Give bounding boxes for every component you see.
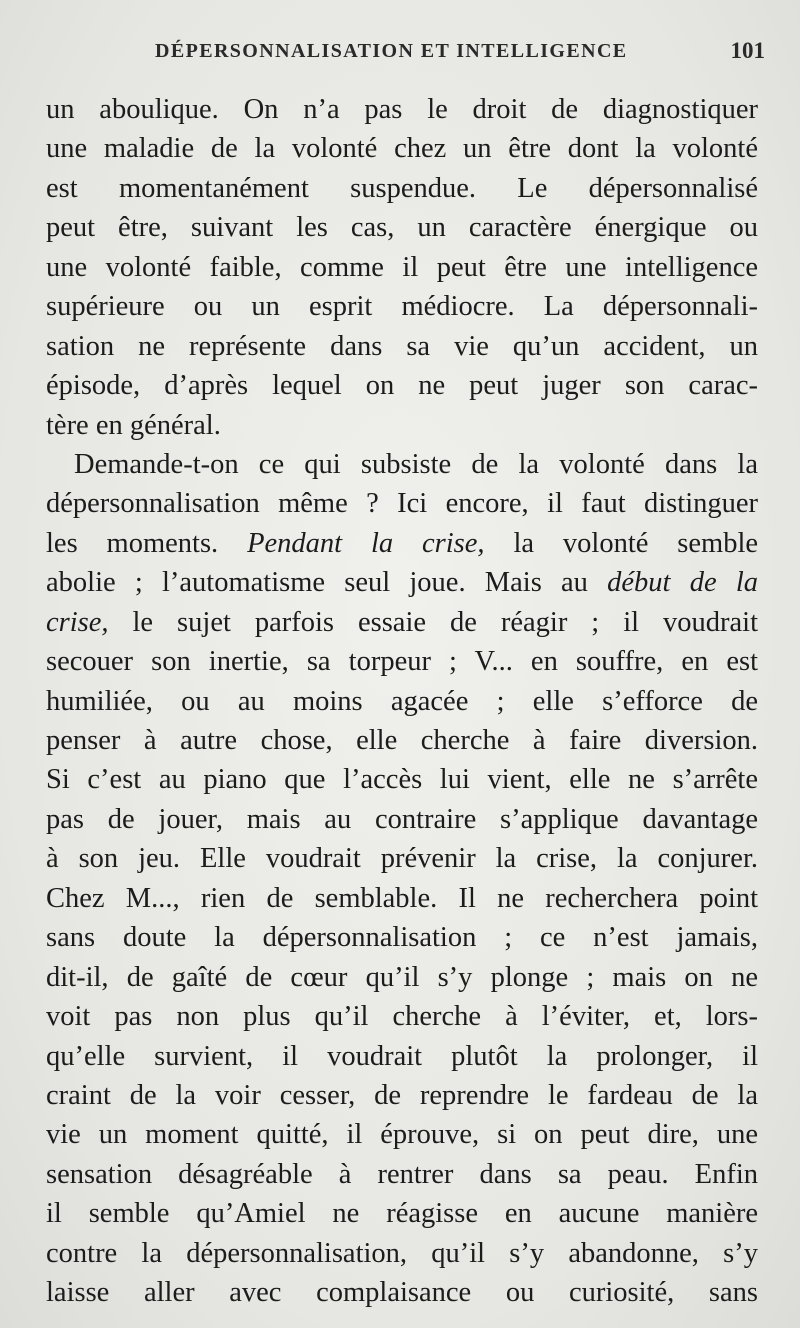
text-run: à son jeu. Elle voudrait prévenir la crise, la conjurer. [46,843,758,875]
text-line [46,958,758,997]
text-run: Demande-t-on ce qui subsiste de la volonté dans la [74,448,758,480]
text-line [46,1037,758,1076]
text-line [46,248,758,287]
text-line [46,563,758,602]
text-line [46,129,758,168]
running-head-title: DÉPERSONNALISATION ET INTELLIGENCE [155,40,628,62]
page-number: 101 [730,38,765,63]
text-run: pas de jouer, mais au contraire s’applique davantage [46,803,758,835]
text-run: il semble qu’Amiel ne réagisse en aucune manière [46,1198,758,1230]
text-line [46,1234,758,1273]
text-line [46,406,758,445]
text-run: qu’elle survient, il voudrait plutôt la prolonger, il [46,1040,758,1072]
text-line [46,524,758,563]
text-run: une maladie de la volonté chez un être dont la volonté [46,133,758,165]
text-line [46,366,758,405]
text-run: la volonté semble [484,527,759,559]
text-line [46,484,758,523]
text-line [46,445,758,484]
text-run: craint de la voir cesser, de reprendre le fardeau de la [46,1079,758,1111]
text-run: voit pas non plus qu’il cherche à l’éviter, et, lors- [46,1001,758,1033]
text-line [46,169,758,208]
text-run: supérieure ou un esprit médiocre. La dépersonnali- [46,291,758,323]
text-run: est momentanément suspendue. Le dépersonnalisé [46,172,758,204]
text-line [46,287,758,326]
text-run: abolie ; l’automatisme seul joue. Mais au [46,567,608,599]
italic-text: crise, [46,606,109,638]
text-run: épisode, d’après lequel on ne peut juger son carac- [46,370,758,402]
text-run: penser à autre chose, elle cherche à faire diversion. [46,725,758,756]
text-line [46,682,758,721]
text-run: sans doute la dépersonnalisation ; ce n’est jamais, [46,922,758,954]
text-run: dit-il, de gaîté de cœur qu’il s’y plonge ; mais on ne [46,961,758,993]
text-line [46,208,758,247]
text-line [46,879,758,918]
text-run: secouer son inertie, sa torpeur ; V... en souffre, en est [46,646,758,678]
text-line [46,721,758,760]
text-line [46,642,758,681]
italic-text: début de la [607,567,758,599]
text-line [46,760,758,799]
text-run: dépersonnalisation même ? Ici encore, il faut distinguer [46,488,758,520]
text-run: peut être, suivant les cas, un caractère énergique ou [46,212,758,244]
text-run: Si c’est au piano que l’accès lui vient, elle ne s’arrête [46,764,758,796]
text-run: tère en général. [46,409,221,441]
text-run: les moments. [46,527,248,559]
text-run: laisse aller avec complaisance ou curiosité, sans [46,1277,758,1309]
text-line [46,1076,758,1115]
text-run: humiliée, ou au moins agacée ; elle s’efforce de [46,685,758,717]
text-line [46,839,758,878]
text-run: un aboulique. On n’a pas le droit de diagnostiquer [46,94,758,125]
text-line [46,1273,758,1312]
text-line [46,1155,758,1194]
text-line [46,997,758,1036]
text-run: sation ne représente dans sa vie qu’un accident, un [46,330,758,362]
running-head [60,40,765,70]
text-line [46,1115,758,1154]
text-line [46,918,758,957]
text-line [46,1194,758,1233]
text-line [46,327,758,366]
text-run: contre la dépersonnalisation, qu’il s’y abandonne, s’y [46,1237,758,1269]
text-run: vie un moment quitté, il éprouve, si on peut dire, une [46,1119,758,1151]
text-run: une volonté faible, comme il peut être une intelligence [46,251,758,283]
italic-text: Pendant la crise, [247,527,485,559]
text-line [46,800,758,839]
text-line [46,90,758,129]
text-run: Chez M..., rien de semblable. Il ne recherchera point [46,882,758,914]
text-run: le sujet parfois essaie de réagir ; il voudrait [108,606,758,638]
body-text [46,90,758,1313]
text-line [46,603,758,642]
text-run: sensation désagréable à rentrer dans sa peau. Enfin [46,1158,758,1190]
